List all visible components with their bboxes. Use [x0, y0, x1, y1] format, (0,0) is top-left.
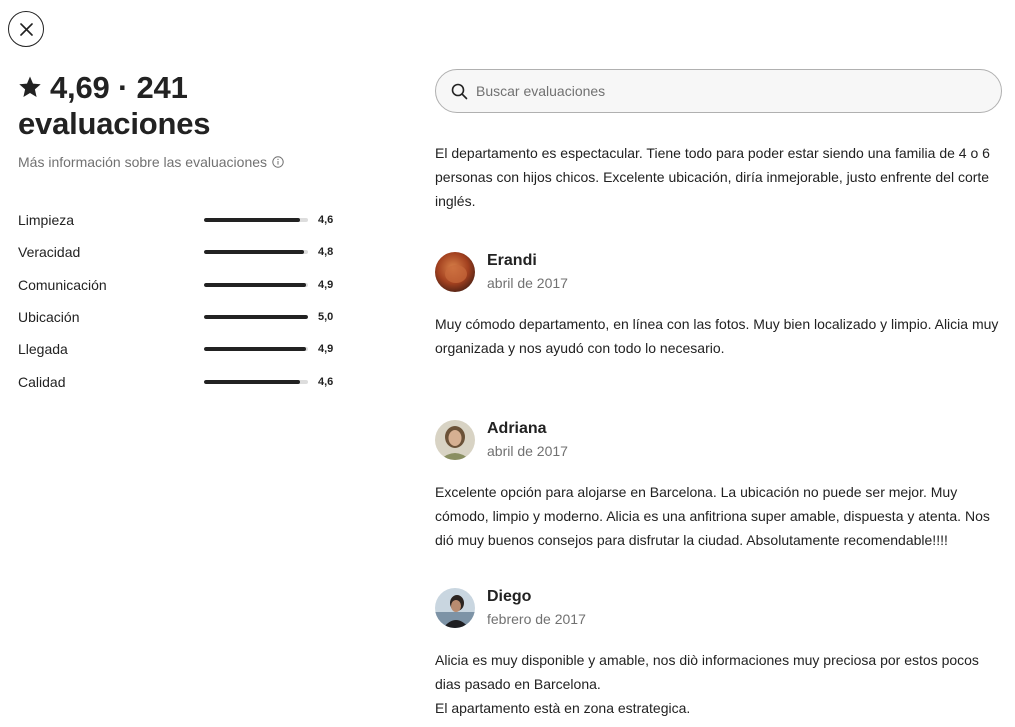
review-header — [435, 588, 1005, 628]
category-value: 4,8 — [318, 246, 334, 259]
star-icon — [18, 75, 42, 99]
category-label: Calidad — [18, 373, 66, 390]
review-text — [435, 648, 1005, 720]
category-row-comunicacion — [18, 269, 338, 301]
review-item — [435, 420, 1005, 552]
review-text-line: El apartamento està en zona estrategica. — [435, 700, 691, 716]
search-input[interactable] — [476, 83, 956, 99]
close-icon — [20, 23, 33, 36]
category-bar-fill — [204, 218, 300, 222]
review-header — [435, 420, 1005, 460]
rating-headline — [18, 70, 348, 142]
category-label: Comunicación — [18, 276, 107, 293]
category-label: Llegada — [18, 341, 68, 358]
category-bar-fill — [204, 380, 300, 384]
category-label: Ubicación — [18, 309, 80, 326]
review-date: abril de 2017 — [487, 443, 568, 459]
category-value: 4,6 — [318, 375, 334, 388]
review-item — [435, 588, 1005, 720]
search-box[interactable] — [435, 69, 1002, 113]
category-bar-fill — [204, 250, 304, 254]
review-date: febrero de 2017 — [487, 611, 586, 627]
review-text: Excelente opción para alojarse en Barcelona. La ubicación no puede ser mejor. Muy cómodo, limpio y moderno. Alicia es una anfitriona super amable, dispuesta y atenta. Nos dió muy buenos consejos para disfrutar la ciudad. Absolutamente recomendable!!!! — [435, 484, 990, 548]
category-label: Veracidad — [18, 244, 81, 261]
rating-value: 4,69 · 241 — [50, 70, 188, 105]
reviews-word: evaluaciones — [18, 106, 211, 141]
category-row-veracidad — [18, 236, 338, 268]
category-value: 4,9 — [318, 343, 334, 356]
category-bar-fill — [204, 315, 308, 319]
category-row-calidad — [18, 365, 338, 397]
category-bar-fill — [204, 283, 306, 287]
review-date: abril de 2017 — [487, 275, 568, 291]
avatar[interactable] — [435, 588, 475, 628]
category-ratings — [18, 204, 338, 398]
reviewer-name[interactable]: Adriana — [487, 420, 547, 437]
rating-summary — [18, 70, 348, 170]
review-text: Muy cómodo departamento, en línea con las fotos. Muy bien localizado y limpio. Alicia muy organizada y nos ayudó con todo lo necesario. — [435, 316, 999, 356]
category-row-ubicacion — [18, 301, 338, 333]
category-bar — [204, 347, 308, 351]
avatar[interactable] — [435, 252, 475, 292]
category-row-llegada — [18, 333, 338, 365]
category-bar-fill — [204, 347, 306, 351]
search-icon — [451, 83, 468, 100]
category-label: Limpieza — [18, 212, 75, 229]
more-info-label: Más información sobre las evaluaciones — [18, 154, 268, 170]
more-info-link[interactable] — [18, 154, 348, 170]
category-bar — [204, 218, 308, 222]
review-text-intro: El departamento es espectacular. Tiene todo para poder estar siendo una familia de 4 o 6 personas con hijos chicos. Excelente ubicación, diría inmejorable, justo enfrente del corte inglés. — [435, 145, 990, 209]
category-value: 5,0 — [318, 311, 334, 324]
avatar[interactable] — [435, 420, 475, 460]
review-item — [435, 252, 1005, 360]
reviewer-name[interactable]: Erandi — [487, 252, 537, 269]
category-bar — [204, 380, 308, 384]
info-icon — [272, 156, 284, 168]
category-value: 4,9 — [318, 278, 334, 291]
category-bar — [204, 315, 308, 319]
category-value: 4,6 — [318, 214, 334, 227]
reviewer-name[interactable]: Diego — [487, 588, 532, 605]
category-bar — [204, 283, 308, 287]
close-button[interactable] — [8, 11, 44, 47]
category-row-limpieza — [18, 204, 338, 236]
review-text-line: Alicia es muy disponible y amable, nos diò informaciones muy preciosa por estos pocos dias pasado en Barcelona. — [435, 652, 979, 692]
category-bar — [204, 250, 308, 254]
review-header — [435, 252, 1005, 292]
